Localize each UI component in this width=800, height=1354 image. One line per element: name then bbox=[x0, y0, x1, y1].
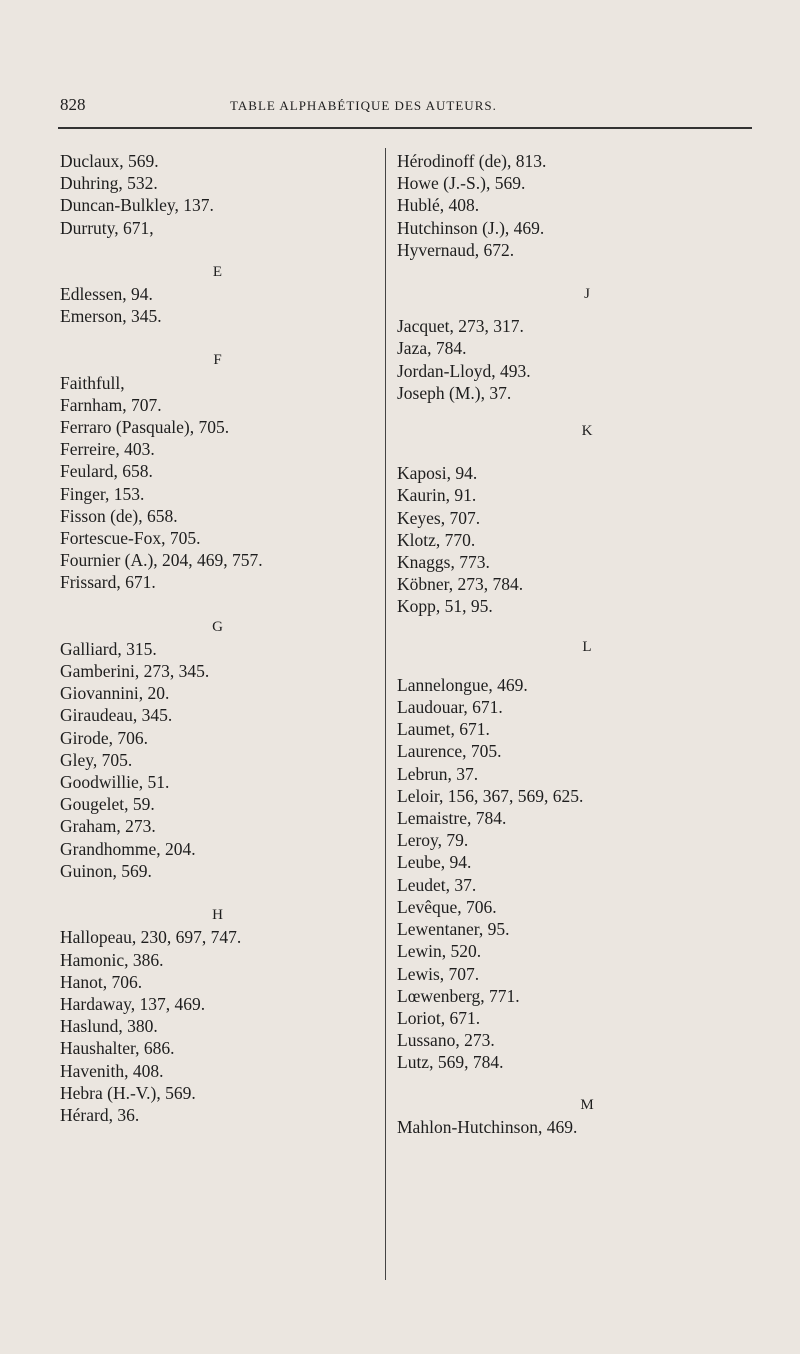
index-entry: Goodwillie, 51. bbox=[60, 772, 170, 793]
index-entry: Ferraro (Pasquale), 705. bbox=[60, 417, 230, 438]
index-entry: Hutchinson (J.), 469. bbox=[397, 217, 545, 238]
index-entry: Fournier (A.), 204, 469, 757. bbox=[60, 550, 263, 571]
index-entry: Emerson, 345. bbox=[60, 306, 162, 327]
index-entry: Durruty, 671, bbox=[60, 217, 154, 238]
index-entry: Knaggs, 773. bbox=[397, 552, 490, 573]
index-entry: Laudouar, 671. bbox=[397, 697, 503, 718]
entries-h bbox=[60, 926, 375, 1126]
index-entry: Hamonic, 386. bbox=[60, 949, 164, 970]
running-title: TABLE ALPHABÉTIQUE DES AUTEURS. bbox=[230, 98, 497, 113]
letter-heading-l: L bbox=[582, 638, 592, 655]
index-entry: Howe (J.-S.), 569. bbox=[397, 173, 526, 194]
entries-l bbox=[397, 674, 777, 1074]
index-entry: Lemaistre, 784. bbox=[397, 808, 507, 829]
index-entry: Loriot, 671. bbox=[397, 1007, 481, 1028]
letter-heading-j: J bbox=[584, 286, 590, 303]
letter-heading-f: F bbox=[213, 352, 222, 369]
index-entry: Fortescue-Fox, 705. bbox=[60, 528, 201, 549]
column-divider bbox=[385, 148, 386, 1280]
index-entry: Lewentaner, 95. bbox=[397, 919, 510, 940]
index-entry: Joseph (M.), 37. bbox=[397, 382, 512, 403]
index-entry: Keyes, 707. bbox=[397, 507, 481, 528]
letter-heading-k: K bbox=[581, 423, 593, 440]
index-entry: Edlessen, 94. bbox=[60, 284, 153, 305]
index-entry: Hublé, 408. bbox=[397, 195, 480, 216]
index-entry: Finger, 153. bbox=[60, 483, 145, 504]
index-entry: Gougelet, 59. bbox=[60, 794, 155, 815]
index-entry: Faithfull, bbox=[60, 372, 125, 393]
index-entry: Hérard, 36. bbox=[60, 1104, 140, 1125]
letter-heading-m: M bbox=[580, 1096, 594, 1113]
index-entry: Klotz, 770. bbox=[397, 529, 476, 550]
index-entry: Lebrun, 37. bbox=[397, 763, 479, 784]
index-entry: Leube, 94. bbox=[397, 852, 472, 873]
index-entry: Haushalter, 686. bbox=[60, 1038, 175, 1059]
index-entry: Duncan-Bulkley, 137. bbox=[60, 195, 214, 216]
index-entry: Frissard, 671. bbox=[60, 572, 156, 593]
page-number: 828 bbox=[60, 95, 86, 114]
index-entry: Lœwenberg, 771. bbox=[397, 985, 520, 1006]
index-entry: Leudet, 37. bbox=[397, 874, 477, 895]
index-entry: Giovannini, 20. bbox=[60, 683, 170, 704]
index-entry: Hallopeau, 230, 697, 747. bbox=[60, 927, 242, 948]
index-entry: Kaposi, 94. bbox=[397, 463, 478, 484]
index-entry: Hérodinoff (de), 813. bbox=[397, 151, 547, 171]
index-entry: Giraudeau, 345. bbox=[60, 705, 173, 726]
index-entry: Hebra (H.-V.), 569. bbox=[60, 1082, 196, 1103]
page-header bbox=[0, 95, 800, 125]
index-entry: Lussano, 273. bbox=[397, 1030, 495, 1051]
index-entry: Guinon, 569. bbox=[60, 860, 152, 881]
index-entry: Galliard, 315. bbox=[60, 638, 157, 659]
entries-h-continued bbox=[397, 150, 777, 261]
letter-heading-e: E bbox=[212, 263, 223, 280]
index-entry: Havenith, 408. bbox=[60, 1060, 164, 1081]
index-entry: Lewin, 520. bbox=[397, 941, 482, 962]
index-entry: Girode, 706. bbox=[60, 727, 148, 748]
entries-k bbox=[397, 462, 777, 617]
header-rule bbox=[58, 127, 752, 129]
entries-m bbox=[397, 1116, 777, 1138]
index-entry: Levêque, 706. bbox=[397, 896, 497, 917]
index-entry: Duclaux, 569. bbox=[60, 151, 159, 171]
index-entry: Kopp, 51, 95. bbox=[397, 596, 493, 617]
index-entry: Farnham, 707. bbox=[60, 394, 162, 415]
index-entry: Hyvernaud, 672. bbox=[397, 239, 515, 260]
index-entry: Laumet, 671. bbox=[397, 719, 490, 740]
index-entry: Hardaway, 137, 469. bbox=[60, 993, 206, 1014]
index-entry: Lewis, 707. bbox=[397, 963, 480, 984]
entries-f bbox=[60, 372, 375, 594]
index-entry: Laurence, 705. bbox=[397, 741, 502, 762]
index-entry: Lannelongue, 469. bbox=[397, 674, 528, 695]
index-entry: Leroy, 79. bbox=[397, 830, 469, 851]
index-entry: Graham, 273. bbox=[60, 816, 156, 837]
entries-j bbox=[397, 315, 777, 404]
index-entry: Gamberini, 273, 345. bbox=[60, 661, 210, 682]
index-entry: Gley, 705. bbox=[60, 749, 133, 770]
index-entry: Jacquet, 273, 317. bbox=[397, 316, 524, 337]
index-entry: Jordan-Lloyd, 493. bbox=[397, 360, 531, 381]
entries-e bbox=[60, 283, 375, 327]
left-column bbox=[60, 150, 375, 1126]
index-entry: Köbner, 273, 784. bbox=[397, 574, 524, 595]
index-entry: Jaza, 784. bbox=[397, 338, 467, 359]
index-entry: Duhring, 532. bbox=[60, 173, 158, 194]
index-entry: Lutz, 569, 784. bbox=[397, 1052, 504, 1073]
index-entry: Haslund, 380. bbox=[60, 1016, 158, 1037]
index-entry: Feulard, 658. bbox=[60, 461, 153, 482]
index-entry: Hanot, 706. bbox=[60, 971, 143, 992]
index-entry: Fisson (de), 658. bbox=[60, 505, 178, 526]
entries-d bbox=[60, 150, 375, 239]
letter-heading-g: G bbox=[212, 618, 223, 635]
index-entry: Grandhomme, 204. bbox=[60, 838, 196, 859]
index-entry: Ferreire, 403. bbox=[60, 439, 155, 460]
letter-heading-h: H bbox=[212, 907, 223, 924]
entries-g bbox=[60, 638, 375, 882]
index-entry: Leloir, 156, 367, 569, 625. bbox=[397, 785, 584, 806]
index-entry: Mahlon-Hutchinson, 469. bbox=[397, 1116, 578, 1137]
right-column bbox=[397, 150, 777, 1138]
index-entry: Kaurin, 91. bbox=[397, 485, 477, 506]
